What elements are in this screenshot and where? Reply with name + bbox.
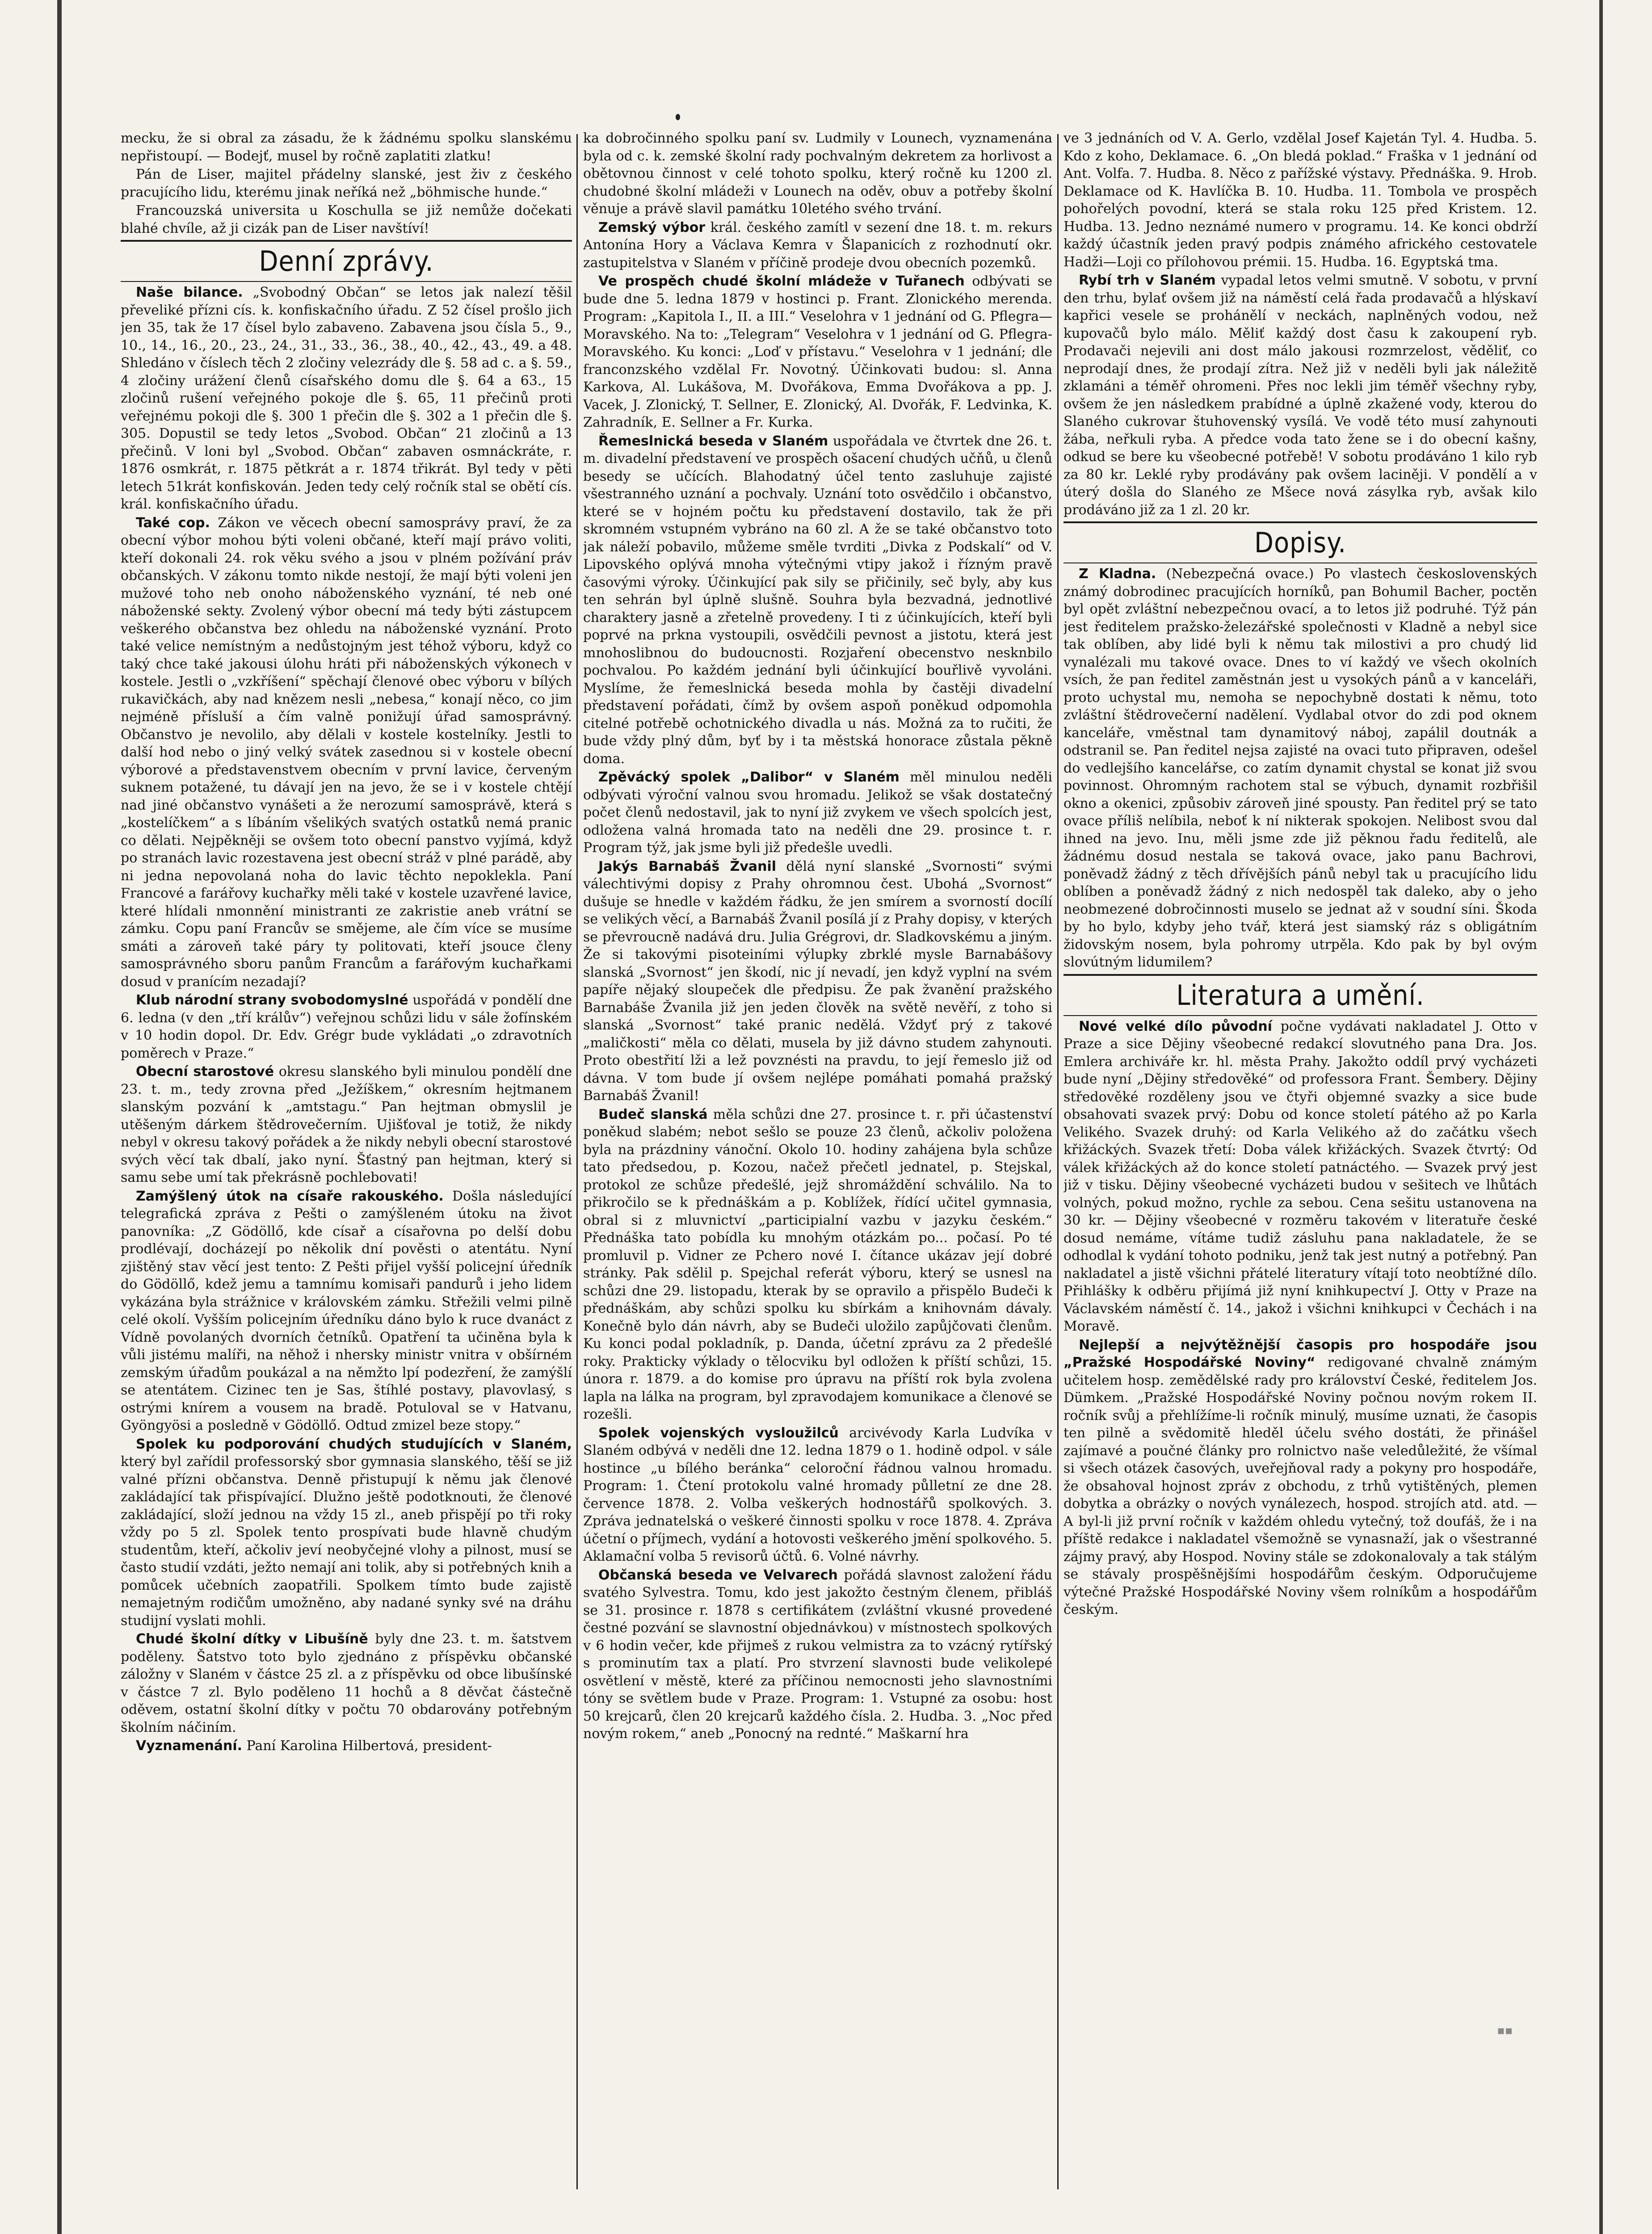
article (121, 1737, 572, 1755)
article-body: okresu slanského byli minulou pondělí dne 23. t. m., tedy zrovna před „Ježíškem,“ okresním hejtmanem slanským pozvání k „amtstagu.“ Pan hejtman obmyslil je utěšeným dárkem štědrovečerním. Ujišťoval je totiž, že nikdy nebyl v okresu takový pořádek a že nikdy nebyli obecní starostové svých věcí tak dbalí, jako nyní. Šťastný pan hejtman, který si samu sebe umí tak překrásně pochlebovati! (121, 1064, 572, 1185)
article (583, 219, 1052, 272)
article (583, 130, 1052, 218)
article-body: ka dobročinného spolku paní sv. Ludmily v Lounech, vyznamenána byla od c. k. zemské školní rady pochvalným dekretem za horlivost a obětovnou činnost v celé tohoto spolku, který ročně ku 1200 zl. chudobné školní mládeži v Lounech na oděv, obuv a potřeby školní věnuje a právě slavil památku 10letého svého trvání. (583, 130, 1052, 217)
article-headline: Zamýšlený útok na císaře rakouského. (136, 1188, 444, 1204)
scan-smudge: ▪▪ (1497, 2024, 1513, 2037)
section-title-letters: Dopisy. (1254, 526, 1346, 559)
article-body: „Svobodný Občan“ se letos jak nalezí těšil převeliké přízni cís. k. konfiskačního úřadu. Z 52 čísel prošlo jich jen 35, tak že 17 čísel bylo zabaveno. Zabavena jsou čísla 5., 9., 10., 14., 16., 20., 23., 24., 31., 33., 36., 38., 40., 42., 43., 49. a 48. Shledáno v číslech těch 2 zločiny velezrády dle §. 58 ad c. a §. 59., 4 zločiny urážení členů císařského domu dle §. 64 a 63., 15 zločinů rušení veřejného pokoje dle §. 65, 11 přečinů proti veřejnému pokoji dle §. 300 1 přečin dle §. 302 a 1 přečin dle §. 305. Dopustil se tedy letos „Svobod. Občan“ 21 zločinů a 13 přečinů. V loni byl „Svobod. Občan“ zabaven osmnáckráte, r. 1876 osmkrát, r. 1875 pětkrát a r. 1874 třikrát. Byl tedy v pěti letech 51krát konfiskován. Jeden tedy celý ročník stal se obětí cís. král. konfiskačního úřadu. (121, 285, 572, 512)
article-body: redigované chvalně známým učitelem hosp. zemědělské rady pro království České, ředitelem Jos. Dümkem. „Pražské Hospodářské Noviny počnou novým rokem II. ročník svůj a přehlížíme-li ročník minulý, musíme uznati, že časopis ten pilně a svědomitě hleděl účelu svého dostáti, že přinášel zajímavé a poučné články pro rolnictvo naše veledůležité, že všímal si všech otázek časových, uveřejňoval rady a pokyny pro hospodáře, že obsahoval hojnost zpráv z obchodu, z trhů vytištěných, plemen dobytka a obrázky o nových vynálezech, hospod. strojích atd. atd. — A byl-li již první ročník v každém ohledu vytečný, tož doufáš, že i na příště redakce i nakladatel všemožně se vynasnaží, jak o všestranné zájmy pravý, aby Hospod. Noviny stále se zdokonalovaly a tak stálým se stávaly prospěšnějšími hospodářům českým. Odporučujeme výtečné Pražské Hospodářské Noviny všem rolníkům a hospodářům českým. (1064, 1355, 1537, 1617)
article-body: arcivévody Karla Ludvíka v Slaném odbývá v neděli dne 12. ledna 1879 o 1. hodině odpol. v sále hostince „u bílého beránka“ celoroční řádnou valnou hromadu. Program: 1. Čtení protokolu valné hromady půlletní ze dne 28. července 1878. 2. Volba veškerých hodnostářů spolkových. 3. Zpráva jednatelská o veškeré činnosti spolku v roce 1878. 4. Zpráva účetní o příjmech, vydání a hotovosti veškerého jmění spolkového. 5. Aklamační volba 5 revisorů účtů. 6. Volné návrhy. (583, 1425, 1052, 1564)
article-body: Paní Karolina Hilbertová, president- (246, 1738, 492, 1754)
article-body: uspořádala ve čtvrtek dne 26. t. m. divadelní představení ve prospěch ošacení chudých učňů, u členů besedy se učících. Blahodatný účel tento zasluhuje zajisté všestranného uznání a pochvaly. Uznání toto osvědčilo i občanstvo, které se v hojném počtu ku představení dostavilo, tak že při skromném vstupném vybráno na 60 zl. A že se také občanstvo toto jak náleží pobavilo, můžeme směle tvrditi „Divka z Podskalí“ od V. Lipovského oplývá mnoha výtečnými vtipy jakož i řízným pravě časovými výroky. Účinkující pak sily se přičinily, seč byly, aby kus ten sehrán byl úplně slušně. Souhra byla bezvadná, jednotlivé charaktery jasně a zřetelně provedeny. I ti z účinkujících, kteří byli poprvé na prkna vystoupili, osvědčili pevnost a jistotu, která jest mnohoslibnou do budoucnosti. Rozjaření obecenstvo nesknbilo pochvalou. Po každém jednání byli účinkující bouřlivě vyvoláni. Myslíme, že řemeslnická beseda mohla by častěji divadelní představení pořádati, čímž by ovšem aspoň poněkud odpomohla citelné potřebě ochotnického divadla u nás. Možná za to ručiti, že bude vždy plný dům, byť by i ta městská honorace zůstala pěkně doma. (583, 433, 1052, 767)
article-headline: Obecní starostové (136, 1064, 274, 1079)
article (121, 1630, 572, 1736)
column-2 (583, 130, 1052, 2203)
article-list (1064, 1018, 1537, 1619)
article (583, 768, 1052, 857)
article (121, 1063, 572, 1187)
column-rule (576, 134, 578, 2189)
article-letter (1064, 565, 1537, 971)
article (583, 433, 1052, 768)
article-headline: Řemeslnická beseda v Slaném (598, 433, 828, 449)
ink-dot (676, 114, 680, 120)
article-body: pořádá slavnost založení řádu svatého Sylvestra. Tomu, kdo jest jakožto čestným členem, přibláš se 31. prosince r. 1878 s certifikátem (zvláštní vkusné provedené čestné pozvání se slavnostní objednávkou) v místnostech spolkových v 6 hodin večer, kde přijmeš z rukou velmistra za to vzácný rytířský s prominutím tax a platí. Pro stvrzení slavnosti bude velikolepé osvětlení v městě, které za příčinou nemocnosti jeho slavnostními tóny se světlem bude v Praze. Program: 1. Vstupné za osobu: host 50 krejcarů, člen 20 krejcarů každého čísla. 2. Hudba. 3. „Noc před novým rokem,“ aneb „Ponocný na rednté.“ Maškarní hra (583, 1567, 1052, 1742)
article-fish-market (1064, 272, 1537, 519)
article (583, 273, 1052, 432)
article-body: měla schůzi dne 27. prosince t. r. při účastenství poněkud slabém; nebot sešlo se pouze 23 členů, ačkoliv položena byla na prázdniny vánoční. Okolo 10. hodiny zahájena byla schůze tato předsedou, p. Kozou, načež přečetl jednatel, p. Stejskal, protokol ze schůze předešlé, jejž shromáždění schválilo. Na to přikročilo se k přednáškám a p. Koblížek, řídící učitel gymnasia, obral si z mluvnictví „participialní vazbu v jazyku českém.“ Přednáška tato pobídla ku mnohým otázkám po... počasí. Po té promluvil p. Vidner ze Pchero nové I. čítance ukázav její dobré stránky. Pak sdělil p. Spejchal referát výboru, který se usnesl na schůzi dne 29. listopadu, kterak by se opravilo a přispělo Budeči k přednáškám, aby schůzi spolku ku sbírkám a knihovnám dávaly. Konečně bylo dán návrh, aby se Budeči uložilo zapůjčovati členům. Ku konci podal pokladník, p. Danda, účetní zprávu za 2 předešlé roky. Prakticky výklady o tělocviku byl odložen k příští schůzi, 15. února r. 1879. a do komise pro úpravu na příští rok byla zvolena lapla na lálka na program, byl zpravodajem komunikace a členové se rozešli. (583, 1106, 1052, 1422)
article-headline: Také cop. (136, 515, 210, 531)
article (121, 514, 572, 991)
article-body: který byl zařídil professorský sbor gymnasia slanského, těší se již valné přízni občanstva. Denně přistupují k němu jak členové zakládající tak přispívající. Dlužno ještě podotknouti, že členové zakládající, složí jednou na vždy 15 zl., aneb přispějí po tři roky vždy po 5 zl. Spolek tento prospívati bude hlavně chudým studentům, kteří, ačkoliv jeví neobyčejné vlohy a pilnost, musí se často studií vzdáti, ježto nemají ani tolik, aby si potřebných knih a pomůcek učebních zaopatřili. Spolkem tímto bude zajistě nemajetným rodičům umožněno, aby nadané synky své na dráhu studijní vyslati mohli. (121, 1454, 572, 1629)
article-headline: Chudé školní dítky v Libušíně (136, 1631, 368, 1647)
article-body: (Nebezpečná ovace.) Po vlastech československých známý dobrodinec pracujících horníků, pan Bohumil Bacher, poctěn byl opět zvláštní nebezpečnou ovací, a to letos již podruhé. Týž pán jest ředitelem pražsko-železářské společnosti v Kladně a nebyl sice tak oblíben, aby lidé byli k němu tak milostivi a pro chudý lid vynalézali mu takové ovace. Dnes to ví každý ve všech okolních vsích, že pan ředitel zaměstnán jest u vysokých pánů a v kanceláři, proto uchystal mu, nemoha se nepochybně dostati k němu, toto zvláštní štědrovečerní nadělení. Vydlabal otvor do zdi pod oknem kanceláře, vměstnal tam dynamitový náboj, zapálil doutnák a odstranil se. Pan ředitel nejsa zajisté na ovaci tuto připraven, odešel do vedlejšího kancelářse, co zatím dynamit chystal se konat již svou povinnost. Ohromným rachotem stal se výbuch, dynamit rozbřišil okno a okenici, způsobiv zároveň jiné spousty. Pan ředitel prý se tato ovace příliš nelíbila, neboť k ní nikterak spokojen. Nelibost svou dal ihned na jevo. Inu, měli jsme zde již pěknou řadu ředitelů, ale žádnému dosud nestala se taková ovace, jako panu Bachrovi, poněvadž žádný z těch dřívějších pánů nebyl tak u pracujícího lidu oblíben a poněvadž žádný z nich nedospěl tak daleko, aby o jeho neobmezené dobročinnosti muselo se jednat až v soudní síni. Škoda by ho bylo, kdyby jeho tvář, která jest siamský ráz s obligátním židovským nosem, byla pohromy utrpěla. Kdo pak by byl ovým slovútným lidumilem? (1064, 566, 1537, 970)
article-headline: Rybí trh v Slaném (1079, 273, 1216, 288)
article-headline: Nejlepší a nejvýtěžnější časopis pro hospodáře jsou „Pražské Hospodářské Noviny“ (1064, 1337, 1537, 1370)
article-body: Zákon ve věcech obecní samosprávy praví, že za obecní výbor mohou býti voleni občané, kteří mají právo voliti, kteří dokonali 24. rok věku svého a jsou v plném požívání práv občanských. V zákonu tomto nikde nestojí, že mají býti voleni jen mužové toho neb onoho náboženského vyznání, té neb oné náboženské sekty. Zvolený výbor obecní má tedy býti zástupcem veškerého občanstva bez ohledu na náboženské vyznání. Proto také velice nemístným a nedůstojným jest téhož výboru, když co taký chce také jakousi úlohu hráti při náboženských výkonech v kostele. Jestli o „vzkříšení“ spěchají členové obec výboru v bílých rukavičkách, aby nad knězem nesli „nebesa,“ konají něco, co jim nejméně přísluší a čím valně ponižují úřad samosprávný. Občanstvo je nevolilo, aby dělali v kostele kostelníky. Jestli to další hod nebo o jiný velký svátek zasednou si v kostele obecní výborové a představenstvem obecním v první lavice, červeným suknem potažené, tu dávají jen na jevo, že se i v kostele chtějí nad jiné občanstvo vynášeti a že nerozumí samosprávě, která s „kostelíčkem“ a s líbáním všelikých svatých ostatků nemá pranic co dělati. Nejpěkněji se ovšem toto obecní panstvo vyjímá, když po stranách lavic rozestavena jest obecní stráž v plné parádě, aby ni jedna nepovolaná noha do lavic těchto nepokleklа. Paní Francové a farářovy kuchařky měli také v kostele uzavřené lavice, které hlídali nmonnění ministranti ze zakristie aneb vrátní se zámku. Copu paní Francův se smějeme, ale čím více se musíme smáti a zároveň také páry ty politovati, kteří jsouce členy samosprávného sboru panům Francům a farářovým kuchařkami dosud v pranícím nezadají? (121, 515, 572, 990)
article-body: byly dne 23. t. m. šatstvem poděleny. Šatstvo toto bylo zjednáno z příspěvku občanské záložny v Slaném v částce 25 zl. a z příspěvku od obce libušínské v částce 7 zl. Bylo poděleno 11 hochů a 8 děvčat částečně oděvem, ostatní školní dítky v počtu 70 obdarovány potřebným školním náčiním. (121, 1631, 572, 1735)
article (583, 1424, 1052, 1566)
article-headline: Naše bilance. (136, 285, 243, 300)
article-text: mecku, že si obral za zásadu, že k žádnému spolku slanskému nepřistoupí. — Bodejť, musel by ročně zaplatiti zlatku! (121, 130, 572, 164)
article-headline: Zemský výbor (598, 219, 706, 235)
article (121, 284, 572, 513)
article (583, 858, 1052, 1105)
article (121, 991, 572, 1062)
article-list (583, 130, 1052, 1743)
article-headline: Budeč slanská (598, 1106, 708, 1122)
article-body: měl minulou neděli odbývati výroční valnou svou hromadu. Jelikož se však dostatečný počet členů nedostavil, jak to nyní již zvykem ve všech spolcích jest, odložena valná hromada tato na neděli dne 29. prosince t. r. Program týž, jak jsme byli již předešle uvedli. (583, 769, 1052, 856)
column-rule (1057, 134, 1059, 2189)
section-title-literature: Literatura a umění. (1176, 978, 1425, 1012)
article-body: uspořádá v pondělí dne 6. ledna (v den „tří králův“) veřejnou schůzi lidu v sále žofínském v 10 hodin dopol. Dr. Edv. Grégr bude vykládati „o zdravotních poměrech v Praze.“ (121, 992, 572, 1061)
article-headline: Spolek ku podporování chudých studujících v Slaném, (136, 1436, 572, 1452)
article-headline: Nové velké dílo původní (1079, 1018, 1272, 1034)
article-headline: Jakýs Barnabáš Žvanil (598, 858, 777, 874)
article-headline: Spolek vojenských vysloužilců (598, 1425, 839, 1441)
article-body: král. českého zamítl v sezení dne 18. t. m. rekurs Antonína Hory a Václava Kemra v Šlapanicích z rozhodnutí okr. zastupitelstva v Slaném v příčině prodeje dvou obecních pozemků. (583, 219, 1052, 271)
article (1064, 1018, 1537, 1335)
section-divider (1064, 974, 1537, 976)
section-divider (121, 281, 572, 282)
article-body: vypadal letos velmi smutně. V sobotu, v první den trhu, bylať ovšem již na náměstí celá řada prodavačů a hlýskaví kapřici vesele se prohánělí v neckách, naplněných vodou, než kupovačů bylo málo. Měliť každý dost času k zakoupení ryb. Prodavači nejevili ani dost málo jakousi rozmrzelost, věděliť, co neprodají dnes, že prodají zítra. Než již v neděli byli jak náležitě zklamáni a téměř ohromeni. Přes noc lekli jim téměř všechny ryby, ovšem že jen následkem prabídné a úplně zkažené vody, kterou do Slaného cukrovar štuhovenský vysílá. Ve vodě této musí zahynouti žába, neřkuli ryba. A předce voda tato žene se i do obecní kašny, odkud se bere ku všeobecné potřebě! V sobotu prodáváno 1 kilo ryb za 80 kr. Leklé ryby prodávány pak ovšem laciněji. V pondělí a v úterý došla do Slaného ze Mšece nová zásylka ryb, avšak kilo prodáváno již za 1 zl. 20 kr. (1064, 273, 1537, 518)
article (583, 1106, 1052, 1424)
article-headline: Zpěvácký spolek „Dalibor“ v Slaném (598, 769, 900, 785)
article-body: dělá nyní slanské „Svornosti“ svými válechtivými dopisy z Prahy ohromnou čest. Ubohá „Svornost“ dušuje se hnedle v každém řádku, že jen smírem a svorností docílí se velikých věcí, a Barnabáš Žvanil posílá jí z Prahy dopisy, v kterých se převroucně nadává dru. Julia Grégrovi, dr. Sladkovskému a jiným. Že si takovými pisoteiními výlupky zbrklé mysle Barnabášovy slanská „Svornost“ jen škodí, nic jí nevadí, jen když vyplní na svém papíře nějaký sloupeček dle předpisu. Že pak žvanění pražského Barnabáše Žvanila již jen jeden člověk na světě nevěří, z toho si slanská „Svornost“ také pranic nedělá. Vždyť prý z takové „maličkosti“ měla co dělati, musela by již dávno studem zahynouti. Proto obestřití lži a lež povznésti na pravdu, to její řemeslo již od dávna. V tom bude jí ovšem nejlépe pomáhati pomahá pražský Barnabáš Žvanil! (583, 858, 1052, 1104)
article-body: odbývati se bude dne 5. ledna 1879 v hostinci p. Frant. Zlonického merenda. Program: „Kapitola I., II. a III.“ Veselohra v 1 jednání od G. Pflegra—Moravského. Na to: „Telegram“ Veselohra v 1 jednání od G. Pflegra-Moravského. Ku konci: „Loď v přístavu.“ Veselohra v 1 jednání; dle franconzského vzdělal Fr. Novotný. Účinkovati budou: sl. Anna Karkova, Al. Lukášova, M. Dvořákova, Emma Dvořákova a pp. J. Vacek, J. Zlonický, T. Sellner, E. Zlonický, Al. Dvořák, F. Ledvinka, K. Zahradník, E. Sellner a Fr. Kurka. (583, 273, 1052, 430)
section-divider (1064, 521, 1537, 523)
article-headline: Klub národní strany svobodomyslné (136, 992, 408, 1008)
article-text: ve 3 jednáních od V. A. Gerlo, vzdělal Josef Kajetán Tyl. 4. Hudba. 5. Kdo z koho, Deklamace. 6. „On bledá poklad.“ Fraška v 1 jednání od Ant. Volfa. 7. Hudba. 8. Něco z pařížské výstavy. Přednáška. 9. Hrob. Deklamace od K. Havlíčka B. 10. Hudba. 11. Tombola ve prospěch pohořelých povodní, která se stala roku 125 před Kristem. 12. Hudba. 13. Jedno neznámé numero v programu. 14. Ke konci obdrží každý účastník jeden pravý podpis známého afrického cestovatele Hadži—Loji co přílohovou prémii. 15. Hudba. 16. Egyptská tma. (1064, 130, 1537, 270)
section-divider (121, 240, 572, 242)
article-headline: Z Kladna. (1079, 566, 1156, 582)
section-title-daily-news: Denní zprávy. (259, 245, 434, 277)
article-list (121, 284, 572, 1755)
article (1064, 1336, 1537, 1619)
scan-border-left (57, 0, 62, 2234)
article (121, 1436, 572, 1630)
column-3 (1064, 130, 1537, 2203)
article-headline: Ve prospěch chudé školní mládeže v Tuřanech (598, 273, 965, 289)
scan-border-right (1599, 0, 1603, 2234)
article-body: Došla následující telegrafická zpráva z Pešti o zamýšleném útoku na život panovníka: „Z Gödöllő, kde císař a císařovna po delší dobu prodlévají, docházejí po několik dní pověsti o atentátu. Nyní zjištěný stav věcí jest tento: Z Pešti přijel vyšší policejní úředník do Gödöllő, kdež jemu a tamnímu komisaři pandurů i jeho lidem vykázána byla strážnice v královském zámku. Střežili velmi pilně celé okolí. Vyšším policejním úředníku dáno bylo k ruce dvanáct z Vídně povolaných dvorních četníků. Opatření ta učiněna byla k vůli jistému malíři, na něhož i nhersky ministr vnitra v obšírném zemským úřadům poukázal a na němžto lpí podezření, že zamýšlí se atentátem. Cizinec ten je Sas, štíhlé postavy, plavovlasý, s ostrými knírem a vousem na bradě. Potuloval se v Hatvanu, Gyöngyösi a posledně v Gödöllő. Odtud zmizel beze stopy.“ (121, 1188, 572, 1433)
section-divider (1064, 1015, 1537, 1016)
article-headline: Občanská beseda ve Velvarech (598, 1567, 838, 1583)
article (583, 1566, 1052, 1743)
article-text: Pán de Liser, majitel přádelny slanské, jest živ z českého pracujícího lidu, kterému jinak neříká než „böhmische hunde.“ (121, 167, 572, 200)
column-1 (121, 130, 572, 2203)
article-text: Francouzská universita u Koschulla se již nemůže dočekati blahé chvíle, až ji cizák pan de Liser navštíví! (121, 203, 572, 236)
article-headline: Vyznamenání. (136, 1738, 243, 1754)
article-body: počne vydávati nakladatel J. Otto v Praze a sice Dějiny všeobecné redakcí slovutného pana Dra. Jos. Emlera archiváře kr. hl. města Prahy. Jakožto oddíl prvý vycházeti bude nyní „Dějiny středověké“ od professora Frant. Šembery. Dějiny středověké rozděleny jsou ve čtyři objemné svazky a sice bude obsahovati svazek prvý: Dobu od konce století pátého až po Karla Velikého. Svazek druhý: od Karla Velikého až do začátku všech křižáckých. Svazek třetí: Doba válek křižáckých. Svazek čtvrtý: Od válek křižáckých až do konce století patnáctého. — Svazek prvý jest již v tisku. Dějiny všeobecné vycházeti budou v sešitech ve lhůtách volných, pokud možno, rychle za sebou. Cena sešitu ustanovena na 30 kr. — Dějiny všeobecné v rozměru takovém v literatuře české dosud nemáme, vítáme tudiž zásluhu pana nakladatele, že se odhodlal k vydání tohoto podniku, jenž tak jest nutný a potřebný. Pan nakladatel a jistě všichni přátelé literatury vítají toto neobtížné dílo. Přihlášky k odběru přijímá již nyní knihkupectví J. Otty v Praze na Václavském náměstí č. 14., jakož i všichni knihkupci v Čechách i na Moravě. (1064, 1018, 1537, 1334)
article (121, 1188, 572, 1435)
